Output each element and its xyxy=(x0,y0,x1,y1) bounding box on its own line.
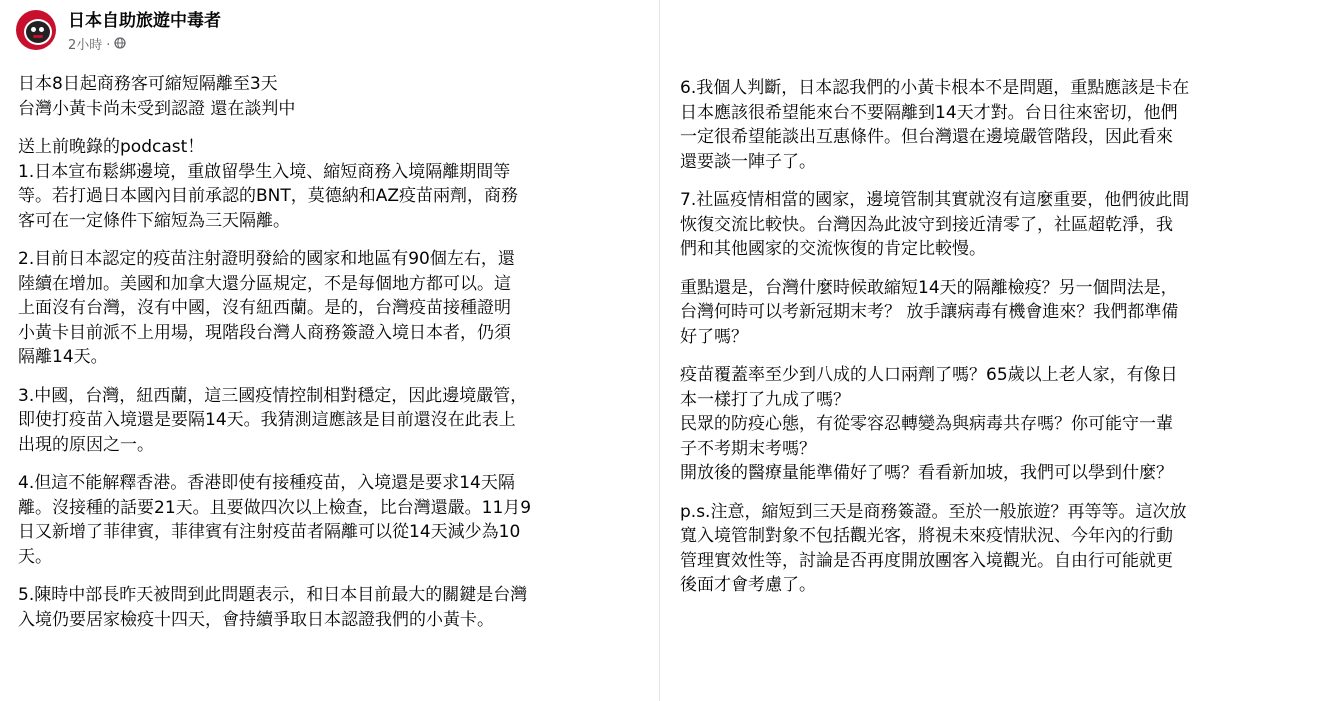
post-paragraph xyxy=(18,384,648,458)
post-text-line: 好了嗎？ xyxy=(680,326,748,347)
post-text-line: 日又新增了菲律賓，菲律賓有注射疫苗者隔離可以從14天減少為10 xyxy=(18,522,521,542)
post-text-line: 5.陳時中部長昨天被問到此問題表示，和日本目前最大的關鍵是台灣 xyxy=(18,585,528,605)
post-text-line: 上面沒有台灣，沒有中國，沒有紐西蘭。是的，台灣疫苗接種證明 xyxy=(18,298,511,318)
post-text-line: 恢復交流比較快。台灣因為此波守到接近清零了，社區超乾淨，我 xyxy=(680,214,1173,235)
post-text-line: 即使打疫苗入境還是要隔14天。我猜測這應該是目前還沒在此表上 xyxy=(18,410,516,430)
post-body-left xyxy=(18,72,648,646)
post-text-line: 陸續在增加。美國和加拿大還分區規定，不是每個地方都可以。這 xyxy=(18,273,511,294)
post-paragraph xyxy=(680,276,1300,350)
post-time[interactable]: 2小時 xyxy=(68,38,103,53)
post-text-line: 本一樣打了九成了嗎？ xyxy=(680,389,850,410)
post-text-line: 3.中國，台灣，紐西蘭，這三國疫情控制相對穩定，因此邊境嚴管， xyxy=(18,385,528,406)
post-text-line: 客可在一定條件下縮短為三天隔離。 xyxy=(18,210,290,231)
post-text-line: 還要談一陣子了。 xyxy=(680,151,816,172)
post-text-line: 後面才會考慮了。 xyxy=(680,575,816,595)
post-text-line: 離。沒接種的話要21天。且要做四次以上檢查，比台灣還嚴。11月9 xyxy=(18,497,532,518)
page-name[interactable]: 日本自助旅遊中毒者 xyxy=(68,11,221,31)
post-text-line: 出現的原因之一。 xyxy=(18,434,154,455)
post-text-line: 入境仍要居家檢疫十四天，會持續爭取日本認證我們的小黃卡。 xyxy=(18,609,494,630)
post-paragraph xyxy=(18,135,648,233)
post-text-line: 台灣何時可以考新冠期末考？ 放手讓病毒有機會進來？我們都準備 xyxy=(680,302,1179,322)
post-text-line: 等。若打過日本國內目前承認的BNT，莫德納和AZ疫苗兩劑，商務 xyxy=(18,186,519,206)
post-text-line: 開放後的醫療量能準備好了嗎？看看新加坡，我們可以學到什麼？ xyxy=(680,463,1173,483)
post-text-line: 送上前晚錄的podcast！ xyxy=(18,137,205,157)
post-text-line: 6.我個人判斷，日本認我們的小黃卡根本不是問題，重點應該是卡在 xyxy=(680,78,1190,98)
post-text-line: p.s.注意，縮短到三天是商務簽證。至於一般旅遊？再等等。這次放 xyxy=(680,501,1187,522)
post-paragraph xyxy=(18,72,648,121)
post-paragraph xyxy=(18,583,648,632)
post-text-line: 疫苗覆蓋率至少到八成的人口兩劑了嗎？65歲以上老人家，有像日 xyxy=(680,365,1178,385)
mascot-face-icon xyxy=(24,19,52,45)
post-text-line: 4.但這不能解釋香港。香港即使有接種疫苗，入境還是要求14天隔 xyxy=(18,473,515,493)
post-text-line: 們和其他國家的交流恢復的肯定比較慢。 xyxy=(680,239,986,259)
post-text-line: 民眾的防疫心態，有從零容忍轉變為與病毒共存嗎？你可能守一輩 xyxy=(680,414,1173,434)
post-paragraph xyxy=(680,188,1300,262)
post-text-line: 重點還是，台灣什麼時候敢縮短14天的隔離檢疫？另一個問法是， xyxy=(680,277,1178,298)
post-text-line: 7.社區疫情相當的國家，邊境管制其實就沒有這麼重要，他們彼此間 xyxy=(680,190,1190,210)
page-avatar[interactable] xyxy=(16,10,56,50)
post-paragraph xyxy=(680,363,1300,486)
post-paragraph xyxy=(680,500,1300,598)
post-text-line: 1.日本宣布鬆綁邊境，重啟留學生入境、縮短商務入境隔離期間等 xyxy=(18,161,511,182)
post-text-line: 日本應該很希望能來台不要隔離到14天才對。台日往來密切，他們 xyxy=(680,102,1178,123)
post-text-line: 隔離14天。 xyxy=(18,347,108,367)
post-text-line: 小黃卡目前派不上用場，現階段台灣人商務簽證入境日本者，仍須 xyxy=(18,322,511,343)
globe-icon xyxy=(114,37,126,55)
meta-separator: · xyxy=(106,38,111,53)
post-meta xyxy=(68,37,126,55)
post-paragraph xyxy=(18,247,648,370)
post-text-line: 寬入境管制對象不包括觀光客，將視未來疫情狀況、今年內的行動 xyxy=(680,526,1173,546)
post-text-line: 管理實效性等，討論是否再度開放團客入境觀光。自由行可能就更 xyxy=(680,550,1173,571)
post-text-line: 台灣小黃卡尚未受到認證 還在談判中 xyxy=(18,98,296,119)
post-text-line: 子不考期末考嗎？ xyxy=(680,438,816,459)
post-paragraph xyxy=(680,76,1300,174)
post-text-line: 2.目前日本認定的疫苗注射證明發給的國家和地區有90個左右，還 xyxy=(18,249,515,269)
post-body-right xyxy=(680,76,1300,612)
post-text-line: 日本8日起商務客可縮短隔離至3天 xyxy=(18,74,278,94)
post-text-line: 天。 xyxy=(18,546,52,567)
post-text-line: 一定很希望能談出互惠條件。但台灣還在邊境嚴管階段，因此看來 xyxy=(680,127,1173,147)
post-paragraph xyxy=(18,471,648,569)
